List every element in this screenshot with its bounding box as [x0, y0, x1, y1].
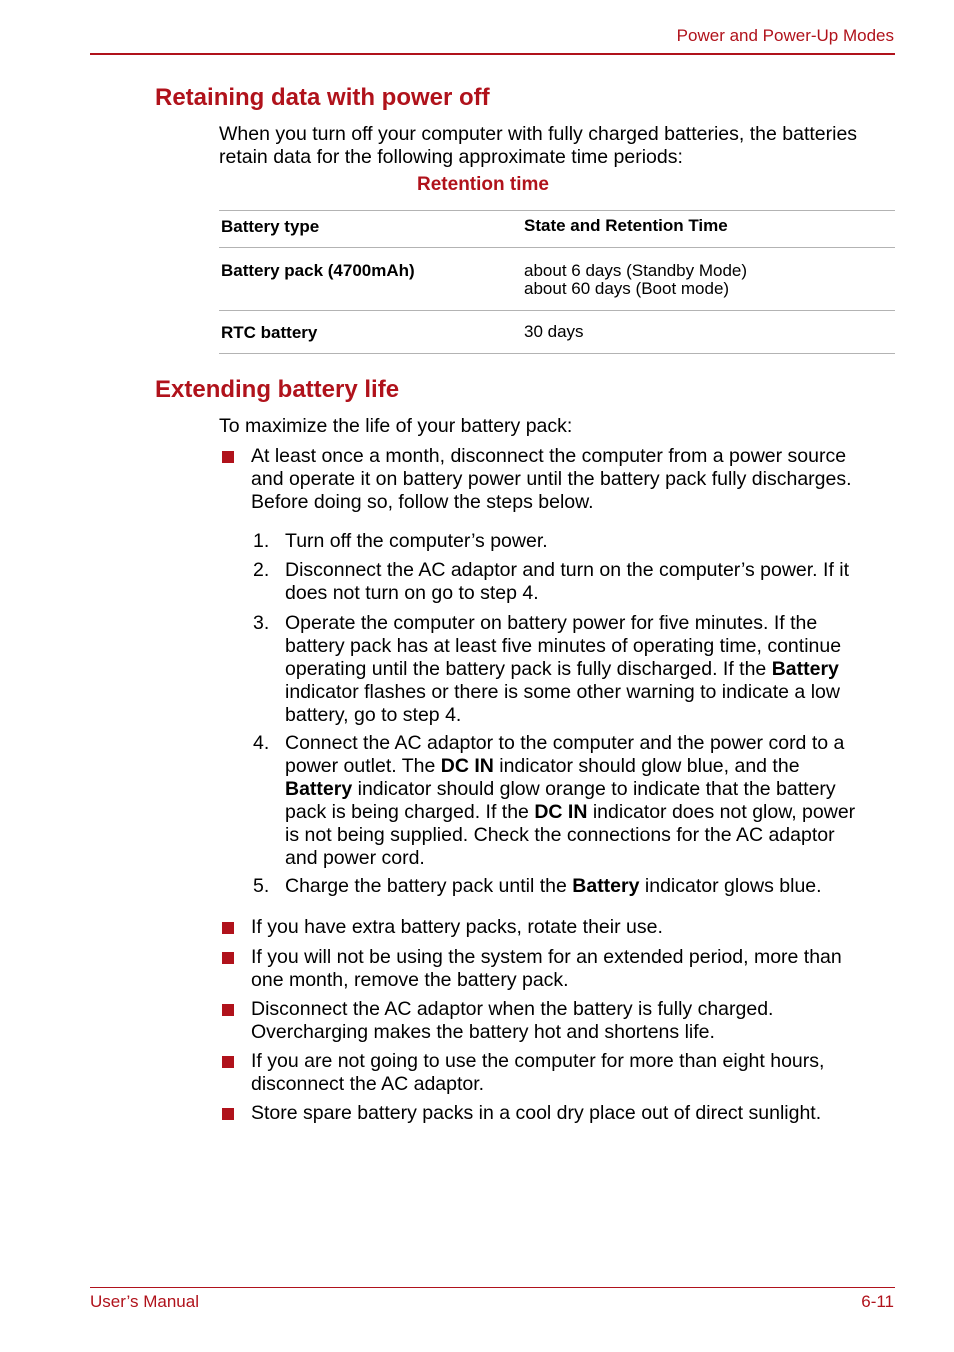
section2-intro: To maximize the life of your battery pack: — [219, 415, 573, 437]
step-bold-term: Battery — [285, 778, 353, 800]
cell-retention-line: about 60 days (Boot mode) — [524, 279, 730, 298]
bullet-item — [251, 445, 896, 514]
step-number: 1. — [253, 530, 270, 552]
bullet-line: Disconnect the AC adaptor when the battery is fully charged. — [251, 998, 774, 1020]
step-number: 5. — [253, 875, 270, 897]
bullet-line: At least once a month, disconnect the computer from a power source — [251, 445, 847, 467]
header-state-retention: State and Retention Time — [524, 216, 728, 235]
bullet-square — [222, 1108, 234, 1120]
table-header-row — [219, 210, 895, 248]
intro-paragraph — [219, 123, 899, 169]
step-line: battery, go to step 4. — [285, 704, 462, 726]
bullet-line: If you will not be using the system for an extended period, more than — [251, 946, 842, 968]
step-number: 4. — [253, 732, 270, 754]
step-text — [285, 875, 890, 898]
running-header: Power and Power-Up Modes — [676, 26, 894, 45]
bullet-item: Store spare battery packs in a cool dry place out of direct sunlight. — [251, 1102, 822, 1124]
table-bottom-rule — [219, 353, 895, 354]
step-line: battery pack has at least five minutes of operating time, continue — [285, 635, 842, 657]
bullet-square — [222, 451, 234, 463]
step-line: indicator should glow orange to indicate that the battery — [352, 778, 836, 800]
bullet-line: If you are not going to use the computer for more than eight hours, — [251, 1050, 825, 1072]
bullet-line: one month, remove the battery pack. — [251, 969, 569, 991]
step-line: indicator glows blue. — [639, 875, 822, 897]
step-text — [285, 612, 890, 727]
bullet-square — [222, 922, 234, 934]
bullet-square — [222, 1004, 234, 1016]
step-line: pack is being charged. If the — [285, 801, 535, 823]
bullet-item — [251, 998, 896, 1044]
step-line: Operate the computer on battery power for five minutes. If the — [285, 612, 818, 634]
footer-manual-title: User’s Manual — [90, 1292, 199, 1311]
step-number: 2. — [253, 559, 270, 581]
intro-line-2: retain data for the following approximate time periods: — [219, 146, 683, 168]
bullet-line: Overcharging makes the battery hot and shortens life. — [251, 1021, 715, 1043]
step-text: Turn off the computer’s power. — [285, 530, 548, 552]
step-bold-term: Battery — [572, 875, 640, 897]
bullet-item: If you have extra battery packs, rotate their use. — [251, 916, 663, 938]
step-line: indicator should glow blue, and the — [493, 755, 800, 777]
bullet-line: and operate it on battery power until the battery pack fully discharges. — [251, 468, 852, 490]
step-bold-term: DC IN — [534, 801, 588, 823]
cell-retention-line: about 6 days (Standby Mode) — [524, 261, 748, 280]
step-text — [285, 732, 890, 870]
page-number: 6-11 — [861, 1292, 894, 1311]
cell-retention: 30 days — [524, 322, 584, 341]
heading-retaining-data: Retaining data with power off — [155, 84, 490, 111]
cell-retention — [524, 262, 747, 298]
step-line: Connect the AC adaptor to the computer and the power cord to a — [285, 732, 845, 754]
step-line: Disconnect the AC adaptor and turn on the computer’s power. If it — [285, 559, 850, 581]
bullet-item — [251, 946, 896, 992]
table-caption: Retention time — [417, 174, 549, 195]
step-line: Charge the battery pack until the — [285, 875, 573, 897]
step-number: 3. — [253, 612, 270, 634]
bullet-line: disconnect the AC adaptor. — [251, 1073, 485, 1095]
bullet-item — [251, 1050, 896, 1096]
cell-battery-type: RTC battery — [221, 323, 318, 342]
footer-rule — [90, 1287, 895, 1288]
bullet-line: Before doing so, follow the steps below. — [251, 491, 594, 513]
step-line: indicator does not glow, power — [587, 801, 856, 823]
step-line: is not being supplied. Check the connections for the AC adaptor — [285, 824, 835, 846]
bullet-square — [222, 952, 234, 964]
step-line: indicator flashes or there is some other warning to indicate a low — [285, 681, 840, 703]
step-line: and power cord. — [285, 847, 425, 869]
header-battery-type: Battery type — [221, 217, 320, 236]
step-bold-term: DC IN — [440, 755, 494, 777]
table-row — [219, 310, 895, 354]
step-line: operating until the battery pack is fully discharged. If the — [285, 658, 772, 680]
header-rule — [90, 53, 895, 55]
bullet-square — [222, 1056, 234, 1068]
step-line: does not turn on go to step 4. — [285, 582, 539, 604]
cell-battery-type: Battery pack (4700mAh) — [221, 261, 415, 280]
heading-extending-battery: Extending battery life — [155, 376, 400, 403]
step-line: power outlet. The — [285, 755, 441, 777]
table-row — [219, 247, 895, 311]
step-bold-term: Battery — [771, 658, 839, 680]
step-text — [285, 559, 890, 605]
intro-line-1: When you turn off your computer with fully charged batteries, the batteries — [219, 123, 858, 145]
